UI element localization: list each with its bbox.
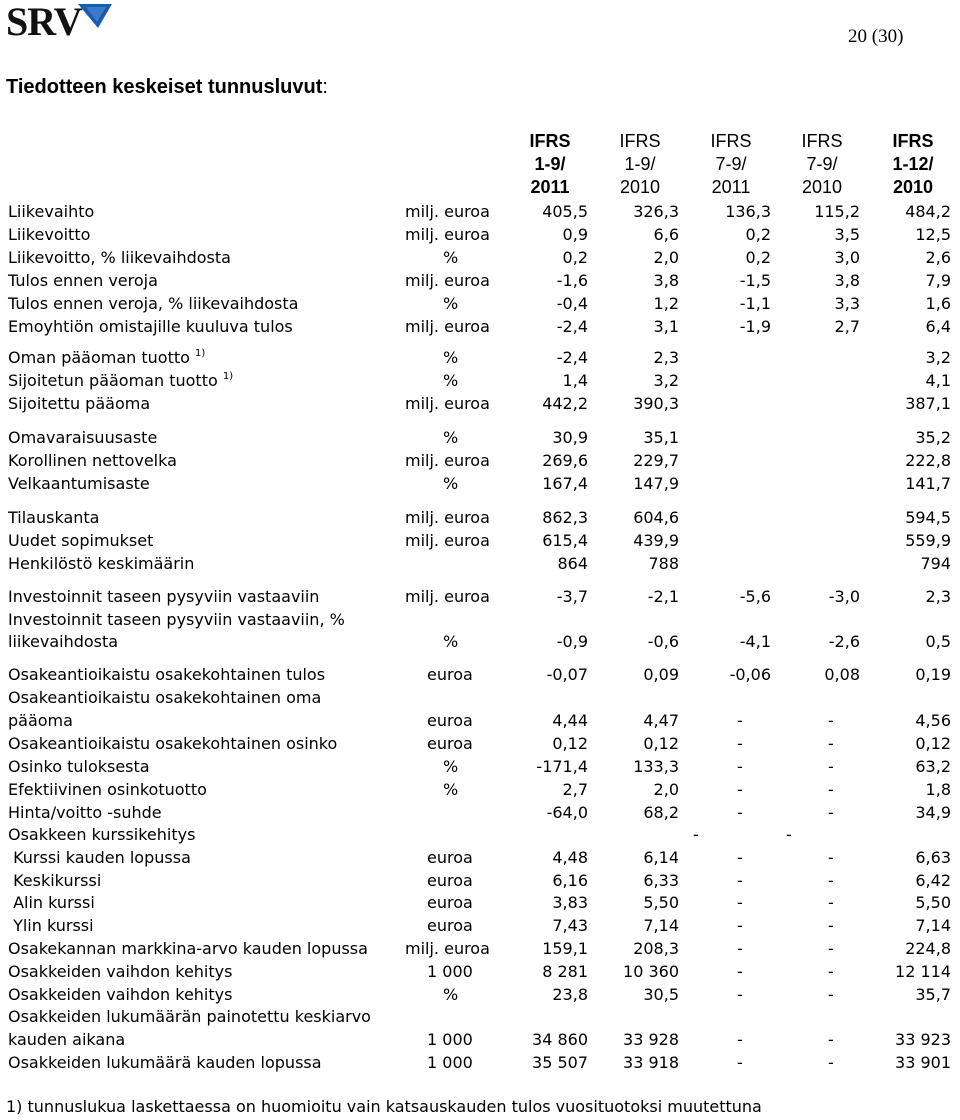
cell-value: -0,9 (556, 632, 588, 651)
table-row (0, 392, 960, 415)
cell-value: -1,6 (556, 271, 588, 290)
cell-value: 33 928 (623, 1030, 679, 1049)
cell-value: 6,4 (925, 317, 951, 336)
column-header-line: IFRS (529, 131, 571, 151)
cell-value: 33 901 (895, 1053, 951, 1072)
row-label: Emoyhtiön omistajille kuuluva tulos (8, 317, 293, 336)
table-row (0, 346, 960, 369)
cell-value: 484,2 (905, 202, 951, 221)
cell-value: -2,4 (556, 348, 588, 367)
table-row (0, 960, 960, 983)
column-header-line: 2011 (711, 177, 751, 197)
column-header-line: 1-9/ (624, 154, 656, 174)
cell-value: 133,3 (633, 757, 679, 776)
cell-value: 3,83 (552, 893, 588, 912)
row-unit: milj. euroa (405, 451, 490, 470)
table-row (0, 292, 960, 315)
table-row (0, 552, 960, 575)
cell-value: -2,6 (828, 632, 860, 651)
row-label: Efektiivinen osinkotuotto (8, 780, 207, 799)
cell-value: 35,7 (915, 985, 951, 1004)
cell-value: 30,9 (552, 428, 588, 447)
cell-value: 68,2 (643, 803, 679, 822)
column-header-line: IFRS (892, 131, 934, 151)
cell-value: -0,6 (647, 632, 679, 651)
cell-value: - (737, 985, 743, 1004)
column-header (605, 130, 675, 199)
column-header-line: IFRS (710, 131, 752, 151)
cell-value: 615,4 (542, 531, 588, 550)
row-label: Liikevoitto, % liikevaihdosta (8, 248, 231, 267)
cell-value: 0,12 (643, 734, 679, 753)
cell-value: - (737, 780, 743, 799)
cell-value: - (828, 962, 834, 981)
row-label: Korollinen nettovelka (8, 451, 177, 470)
cell-value: - (737, 711, 743, 730)
row-unit: 1 000 (427, 962, 473, 981)
row-unit: % (443, 780, 459, 799)
row-unit: milj. euroa (405, 317, 490, 336)
cell-value: - (828, 757, 834, 776)
cell-value: 0,9 (562, 225, 588, 244)
column-header (878, 130, 948, 199)
column-header-line: 1-12/ (892, 154, 934, 174)
cell-value: 326,3 (633, 202, 679, 221)
cell-value: - (737, 916, 743, 935)
footnote-marker: 1) (195, 348, 206, 359)
row-unit: euroa (427, 711, 473, 730)
row-unit: % (443, 474, 459, 493)
cell-value: 35,1 (643, 428, 679, 447)
table-row (0, 846, 960, 869)
cell-value: - (786, 825, 792, 844)
row-label: Tulos ennen veroja, % liikevaihdosta (8, 294, 299, 313)
table-row (0, 315, 960, 338)
cell-value: 3,3 (834, 294, 860, 313)
cell-value: 3,0 (834, 248, 860, 267)
column-header-line: IFRS (801, 131, 843, 151)
cell-value: 222,8 (905, 451, 951, 470)
cell-value: 0,12 (915, 734, 951, 753)
cell-value: - (828, 1053, 834, 1072)
row-label: kauden aikana (8, 1030, 126, 1049)
row-unit: euroa (427, 848, 473, 867)
row-unit: milj. euroa (405, 202, 490, 221)
row-unit: 1 000 (427, 1053, 473, 1072)
column-header (696, 130, 766, 199)
cell-value: 3,8 (653, 271, 679, 290)
cell-value: 208,3 (633, 939, 679, 958)
row-label: Liikevoitto (8, 225, 91, 244)
table-row (0, 426, 960, 449)
cell-value: 6,14 (643, 848, 679, 867)
column-header-line: 7-9/ (806, 154, 838, 174)
cell-value: -171,4 (536, 757, 588, 776)
cell-value: - (737, 871, 743, 890)
row-label: Investoinnit taseen pysyviin vastaaviin, % (8, 610, 345, 629)
cell-value: 0,5 (925, 632, 951, 651)
cell-value: - (737, 939, 743, 958)
cell-value: 1,6 (925, 294, 951, 313)
cell-value: - (737, 848, 743, 867)
logo-text: SRV (6, 0, 82, 44)
row-label: Osakkeiden vaihdon kehitys (8, 962, 233, 981)
cell-value: 442,2 (542, 394, 588, 413)
cell-value: - (828, 711, 834, 730)
row-label: Hinta/voitto -suhde (8, 803, 162, 822)
row-unit: % (443, 248, 459, 267)
cell-value: 10 360 (623, 962, 679, 981)
row-unit: milj. euroa (405, 394, 490, 413)
row-unit: milj. euroa (405, 225, 490, 244)
cell-value: - (828, 916, 834, 935)
cell-value: 2,6 (925, 248, 951, 267)
table-row (0, 369, 960, 392)
row-label: Investoinnit taseen pysyviin vastaaviin (8, 587, 320, 606)
footnote-marker: 1) (222, 371, 234, 382)
cell-value: 12 114 (895, 962, 951, 981)
table-row (0, 732, 960, 755)
table-row (0, 937, 960, 960)
row-unit: milj. euroa (405, 939, 490, 958)
row-unit: milj. euroa (405, 271, 490, 290)
cell-value: - (828, 780, 834, 799)
table-row (0, 1051, 960, 1074)
table-row (0, 269, 960, 292)
cell-value: 35,2 (915, 428, 951, 447)
cell-value: - (737, 757, 743, 776)
cell-value: 2,0 (653, 248, 679, 267)
cell-value: - (828, 734, 834, 753)
column-header-line: IFRS (619, 131, 661, 151)
row-unit: euroa (427, 734, 473, 753)
cell-value: 788 (648, 554, 679, 573)
row-label: Osakeantioikaistu osakekohtainen osinko (8, 734, 338, 753)
cell-value: -0,06 (729, 665, 771, 684)
table-row (0, 608, 960, 631)
table-row (0, 778, 960, 801)
cell-value: 6,6 (653, 225, 679, 244)
table-row (0, 630, 960, 653)
cell-value: 6,42 (915, 871, 951, 890)
row-unit: euroa (427, 893, 473, 912)
cell-value: 229,7 (633, 451, 679, 470)
row-unit: euroa (427, 871, 473, 890)
row-label: Henkilöstö keskimäärin (8, 554, 195, 573)
cell-value: 141,7 (905, 474, 951, 493)
row-label: Sijoitetun pääoman tuotto $^{1)}$ (8, 371, 234, 390)
table-row (0, 223, 960, 246)
table-row (0, 983, 960, 1006)
row-label: liikevaihdosta (8, 632, 119, 651)
cell-value: 5,50 (915, 893, 951, 912)
cell-value: 6,16 (552, 871, 588, 890)
cell-value: 63,2 (915, 757, 951, 776)
table-row (0, 891, 960, 914)
cell-value: 4,1 (925, 371, 951, 390)
cell-value: 3,5 (834, 225, 860, 244)
column-header (515, 130, 585, 199)
table-row (0, 585, 960, 608)
cell-value: - (737, 734, 743, 753)
cell-value: -0,4 (556, 294, 588, 313)
cell-value: 2,3 (925, 587, 951, 606)
cell-value: 1,2 (653, 294, 679, 313)
cell-value: 0,2 (745, 225, 771, 244)
cell-value: -3,0 (828, 587, 860, 606)
row-label: Liikevaihto (8, 202, 95, 221)
cell-value: 0,2 (562, 248, 588, 267)
page-number: 20 (30) (848, 26, 904, 47)
cell-value: 439,9 (633, 531, 679, 550)
row-unit: % (443, 757, 459, 776)
cell-value: 2,0 (653, 780, 679, 799)
cell-value: 7,14 (915, 916, 951, 935)
row-unit: % (443, 985, 459, 1004)
cell-value: 864 (557, 554, 588, 573)
cell-value: 2,3 (653, 348, 679, 367)
row-unit: % (443, 632, 459, 651)
cell-value: - (828, 985, 834, 1004)
cell-value: - (828, 803, 834, 822)
row-label: Osakeantioikaistu osakekohtainen tulos (8, 665, 326, 684)
row-unit: % (443, 428, 459, 447)
cell-value: 6,33 (643, 871, 679, 890)
row-label: Osakkeiden lukumäärän painotettu keskiarvo (8, 1007, 371, 1026)
row-label: Omavaraisuusaste (8, 428, 158, 447)
page-title: Tiedotteen keskeiset tunnusluvut: (6, 76, 328, 98)
cell-value: 23,8 (552, 985, 588, 1004)
column-header-line: 2010 (892, 177, 934, 197)
cell-value: 0,08 (824, 665, 860, 684)
cell-value: 147,9 (633, 474, 679, 493)
cell-value: 34,9 (915, 803, 951, 822)
table-row (0, 449, 960, 472)
cell-value: 1,4 (562, 371, 588, 390)
cell-value: 8 281 (542, 962, 588, 981)
cell-value: 159,1 (542, 939, 588, 958)
cell-value: - (693, 825, 699, 844)
column-header-line: 2010 (619, 177, 661, 197)
table-row (0, 529, 960, 552)
footnote: 1) tunnuslukua laskettaessa on huomioitu vain katsauskauden tulos vuosituotoksi muutettuna (6, 1097, 762, 1116)
cell-value: 794 (920, 554, 951, 573)
cell-value: 7,14 (643, 916, 679, 935)
cell-value: - (737, 803, 743, 822)
cell-value: -64,0 (546, 803, 588, 822)
cell-value: 0,2 (745, 248, 771, 267)
row-unit: 1 000 (427, 1030, 473, 1049)
row-label: Ylin kurssi (8, 916, 94, 935)
row-unit: euroa (427, 916, 473, 935)
row-unit: % (443, 348, 459, 367)
cell-value: - (828, 871, 834, 890)
cell-value: 35 507 (532, 1053, 588, 1072)
cell-value: 5,50 (643, 893, 679, 912)
cell-value: - (828, 893, 834, 912)
cell-value: - (737, 1053, 743, 1072)
logo-triangle-icon (78, 4, 112, 30)
cell-value: 136,3 (725, 202, 771, 221)
cell-value: 1,8 (925, 780, 951, 799)
row-label: Oman pääoman tuotto $^{1)}$ (8, 348, 206, 367)
cell-value: 7,43 (552, 916, 588, 935)
cell-value: 3,2 (653, 371, 679, 390)
row-unit: milj. euroa (405, 587, 490, 606)
cell-value: -1,5 (739, 271, 771, 290)
cell-value: 0,12 (552, 734, 588, 753)
cell-value: 559,9 (905, 531, 951, 550)
row-unit: euroa (427, 665, 473, 684)
cell-value: - (828, 939, 834, 958)
row-label: Osakkeiden vaihdon kehitys (8, 985, 233, 1004)
row-unit: milj. euroa (405, 508, 490, 527)
cell-value: 4,47 (643, 711, 679, 730)
cell-value: 2,7 (834, 317, 860, 336)
row-unit: % (443, 294, 459, 313)
cell-value: 33 918 (623, 1053, 679, 1072)
column-header-line: 2011 (530, 177, 570, 197)
cell-value: 6,63 (915, 848, 951, 867)
row-label: Osakkeiden lukumäärä kauden lopussa (8, 1053, 322, 1072)
cell-value: -2,4 (556, 317, 588, 336)
table-row (0, 709, 960, 732)
row-label: Uudet sopimukset (8, 531, 154, 550)
table-row (0, 663, 960, 686)
cell-value: 3,2 (925, 348, 951, 367)
row-label: pääoma (8, 711, 73, 730)
cell-value: -0,07 (546, 665, 588, 684)
row-label: Kurssi kauden lopussa (8, 848, 191, 867)
table-row (0, 472, 960, 495)
table-row (0, 801, 960, 824)
cell-value: 4,48 (552, 848, 588, 867)
cell-value: 390,3 (633, 394, 679, 413)
table-row (0, 200, 960, 223)
row-label: Tilauskanta (8, 508, 100, 527)
cell-value: 33 923 (895, 1030, 951, 1049)
cell-value: -1,1 (739, 294, 771, 313)
cell-value: 3,1 (653, 317, 679, 336)
cell-value: 167,4 (542, 474, 588, 493)
cell-value: 269,6 (542, 451, 588, 470)
cell-value: 224,8 (905, 939, 951, 958)
row-label: Velkaantumisaste (8, 474, 150, 493)
cell-value: 4,44 (552, 711, 588, 730)
cell-value: -1,9 (739, 317, 771, 336)
row-label: Osinko tuloksesta (8, 757, 150, 776)
row-label: Sijoitettu pääoma (8, 394, 151, 413)
row-label: Osakkeen kurssikehitys (8, 825, 196, 844)
cell-value: -2,1 (647, 587, 679, 606)
row-label: Tulos ennen veroja (8, 271, 158, 290)
cell-value: - (737, 962, 743, 981)
row-label: Alin kurssi (8, 893, 95, 912)
row-unit: % (443, 371, 459, 390)
cell-value: -4,1 (739, 632, 771, 651)
column-header-line: 1-9/ (534, 154, 566, 174)
cell-value: -3,7 (556, 587, 588, 606)
table-row (0, 869, 960, 892)
cell-value: 862,3 (542, 508, 588, 527)
cell-value: 0,09 (643, 665, 679, 684)
table-row (0, 246, 960, 269)
table-row (0, 686, 960, 709)
cell-value: - (737, 893, 743, 912)
cell-value: -5,6 (739, 587, 771, 606)
row-label: Keskikurssi (8, 871, 102, 890)
cell-value: 12,5 (915, 225, 951, 244)
column-header (787, 130, 857, 199)
cell-value: - (828, 1030, 834, 1049)
row-label: Osakeantioikaistu osakekohtainen oma (8, 688, 322, 707)
column-header-line: 2010 (801, 177, 843, 197)
column-header-line: 7-9/ (715, 154, 747, 174)
cell-value: 0,19 (915, 665, 951, 684)
row-unit: milj. euroa (405, 531, 490, 550)
cell-value: 3,8 (834, 271, 860, 290)
cell-value: 34 860 (532, 1030, 588, 1049)
table-row (0, 823, 960, 846)
srv-logo (6, 2, 106, 44)
cell-value: 2,7 (562, 780, 588, 799)
cell-value: 405,5 (542, 202, 588, 221)
cell-value: 4,56 (915, 711, 951, 730)
table-row (0, 755, 960, 778)
table-row (0, 914, 960, 937)
cell-value: - (828, 848, 834, 867)
cell-value: 594,5 (905, 508, 951, 527)
cell-value: - (737, 1030, 743, 1049)
table-row (0, 1005, 960, 1028)
cell-value: 7,9 (925, 271, 951, 290)
cell-value: 115,2 (814, 202, 860, 221)
row-label: Osakekannan markkina-arvo kauden lopussa (8, 939, 368, 958)
table-row (0, 506, 960, 529)
cell-value: 30,5 (643, 985, 679, 1004)
cell-value: 604,6 (633, 508, 679, 527)
table-row (0, 1028, 960, 1051)
cell-value: 387,1 (905, 394, 951, 413)
